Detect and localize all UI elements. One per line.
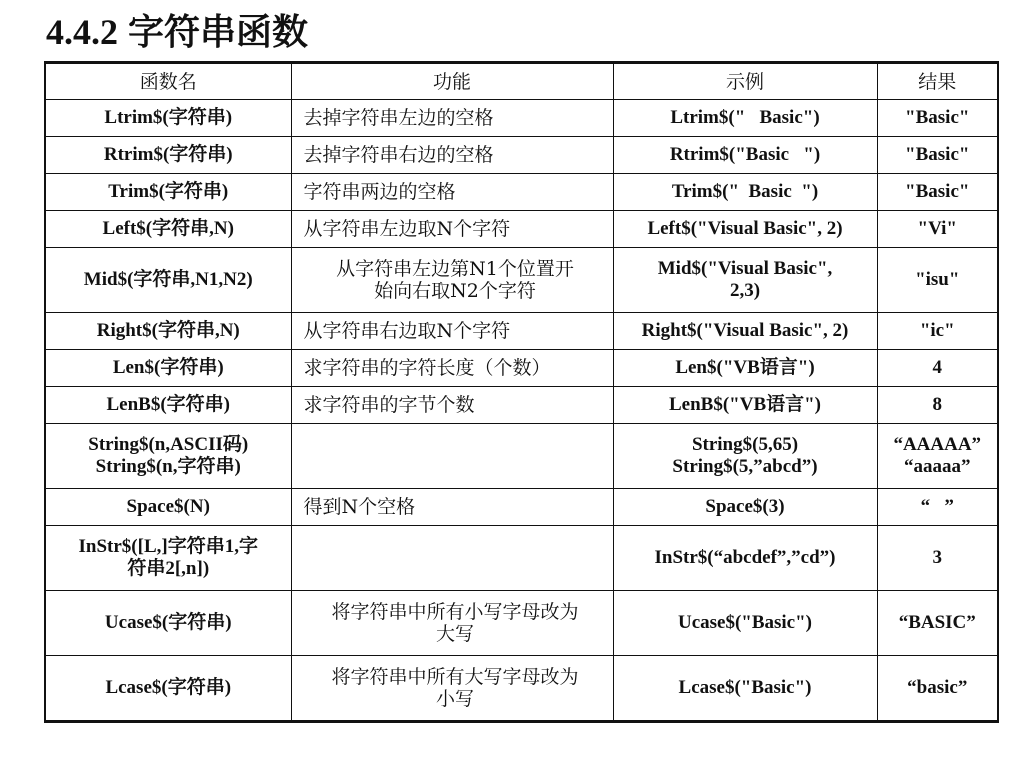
cell-result: “BASIC” bbox=[877, 591, 998, 656]
cell-example: String$(5,65) String$(5,”abcd”) bbox=[613, 424, 877, 489]
cell-result: "Vi" bbox=[877, 211, 998, 248]
cell-function-desc: 得到N个空格 bbox=[291, 489, 613, 526]
cell-function-desc: 从字符串左边取N个字符 bbox=[291, 211, 613, 248]
cell-function-name: Ltrim$(字符串) bbox=[45, 100, 291, 137]
table-row bbox=[45, 174, 998, 211]
table-row bbox=[45, 387, 998, 424]
cell-example: Trim$(" Basic ") bbox=[613, 174, 877, 211]
cell-function-name: Len$(字符串) bbox=[45, 350, 291, 387]
cell-function-name: InStr$([L,]字符串1,字 符串2[,n]) bbox=[45, 526, 291, 591]
page-title bbox=[46, 6, 308, 58]
table-row bbox=[45, 489, 998, 526]
cell-example: Len$("VB语言") bbox=[613, 350, 877, 387]
header-function-desc: 功能 bbox=[291, 63, 613, 100]
section-title: 字符串函数 bbox=[128, 11, 309, 53]
cell-function-name: Mid$(字符串,N1,N2) bbox=[45, 248, 291, 313]
section-number: 4.4.2 bbox=[46, 12, 118, 52]
cell-example: InStr$(“abcdef”,”cd”) bbox=[613, 526, 877, 591]
table-row bbox=[45, 211, 998, 248]
cell-example: LenB$("VB语言") bbox=[613, 387, 877, 424]
table-row bbox=[45, 526, 998, 591]
cell-function-desc: 将字符串中所有小写字母改为 大写 bbox=[291, 591, 613, 656]
cell-example: Ltrim$(" Basic") bbox=[613, 100, 877, 137]
cell-function-desc: 去掉字符串左边的空格 bbox=[291, 100, 613, 137]
cell-function-desc bbox=[291, 526, 613, 591]
cell-function-desc: 去掉字符串右边的空格 bbox=[291, 137, 613, 174]
cell-function-name: Left$(字符串,N) bbox=[45, 211, 291, 248]
cell-result: "Basic" bbox=[877, 100, 998, 137]
table-row bbox=[45, 313, 998, 350]
cell-example: Ucase$("Basic") bbox=[613, 591, 877, 656]
cell-result: "Basic" bbox=[877, 137, 998, 174]
cell-result: "Basic" bbox=[877, 174, 998, 211]
cell-result: “AAAAA” “aaaaa” bbox=[877, 424, 998, 489]
cell-result: “basic” bbox=[877, 656, 998, 722]
cell-function-name: Trim$(字符串) bbox=[45, 174, 291, 211]
cell-function-name: Space$(N) bbox=[45, 489, 291, 526]
table-row bbox=[45, 350, 998, 387]
cell-example: Rtrim$("Basic ") bbox=[613, 137, 877, 174]
cell-function-desc bbox=[291, 424, 613, 489]
table-header-row bbox=[45, 63, 998, 100]
header-result: 结果 bbox=[877, 63, 998, 100]
cell-example: Mid$("Visual Basic", 2,3) bbox=[613, 248, 877, 313]
header-function-name: 函数名 bbox=[45, 63, 291, 100]
cell-function-name: Rtrim$(字符串) bbox=[45, 137, 291, 174]
cell-result: 8 bbox=[877, 387, 998, 424]
cell-function-desc: 从字符串右边取N个字符 bbox=[291, 313, 613, 350]
table-row bbox=[45, 248, 998, 313]
cell-result: "isu" bbox=[877, 248, 998, 313]
string-functions-table bbox=[44, 61, 999, 723]
table-row bbox=[45, 656, 998, 722]
cell-example: Lcase$("Basic") bbox=[613, 656, 877, 722]
cell-function-name: Right$(字符串,N) bbox=[45, 313, 291, 350]
cell-function-name: Lcase$(字符串) bbox=[45, 656, 291, 722]
cell-result: 3 bbox=[877, 526, 998, 591]
cell-result: 4 bbox=[877, 350, 998, 387]
cell-function-desc: 从字符串左边第N1个位置开 始向右取N2个字符 bbox=[291, 248, 613, 313]
cell-function-name: String$(n,ASCII码) String$(n,字符串) bbox=[45, 424, 291, 489]
cell-example: Left$("Visual Basic", 2) bbox=[613, 211, 877, 248]
table-row bbox=[45, 424, 998, 489]
table-row bbox=[45, 100, 998, 137]
cell-function-name: LenB$(字符串) bbox=[45, 387, 291, 424]
cell-result: “ ” bbox=[877, 489, 998, 526]
cell-example: Right$("Visual Basic", 2) bbox=[613, 313, 877, 350]
cell-function-name: Ucase$(字符串) bbox=[45, 591, 291, 656]
cell-example: Space$(3) bbox=[613, 489, 877, 526]
cell-function-desc: 字符串两边的空格 bbox=[291, 174, 613, 211]
table-row bbox=[45, 137, 998, 174]
header-example: 示例 bbox=[613, 63, 877, 100]
cell-result: "ic" bbox=[877, 313, 998, 350]
cell-function-desc: 求字符串的字符长度（个数） bbox=[291, 350, 613, 387]
cell-function-desc: 求字符串的字节个数 bbox=[291, 387, 613, 424]
cell-function-desc: 将字符串中所有大写字母改为 小写 bbox=[291, 656, 613, 722]
table-row bbox=[45, 591, 998, 656]
